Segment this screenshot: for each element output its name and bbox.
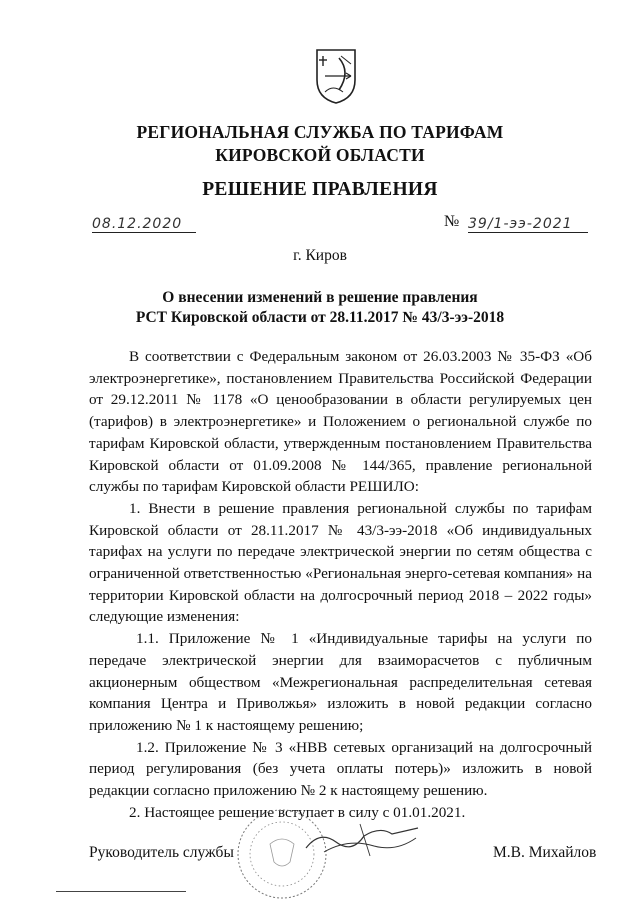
coat-of-arms-emblem — [311, 46, 361, 106]
item-1-1-paragraph: 1.1. Приложение № 1 «Индивидуальные тарифы на услуги по передаче электрической энергии для взаиморасчетов с публичным акционерным обществом «Межрегиональная распределительная сетевая компания Центра и Приволжья» изложить в новой редакции согласно приложению № 1 к настоящему решению; — [89, 630, 592, 734]
city: г. Киров — [293, 247, 347, 264]
subject-line2: РСТ Кировской области от 28.11.2017 № 43/3-ээ-2018 — [135, 309, 505, 326]
subject-line1: О внесении изменений в решение правления — [162, 289, 478, 306]
handwritten-signature — [300, 808, 430, 868]
document-body — [89, 346, 592, 823]
item-2-paragraph: 2. Настоящее решение вступает в силу с 01.01.2021. — [129, 803, 466, 821]
org-name-line2: КИРОВСКОЙ ОБЛАСТИ — [215, 145, 425, 165]
signature-icon — [300, 808, 430, 868]
org-name-line1: РЕГИОНАЛЬНАЯ СЛУЖБА ПО ТАРИФАМ — [136, 122, 504, 142]
item-1-paragraph: 1. Внести в решение правления региональной службы по тарифам Кировской области от 28.11.2017 № 43/3-ээ-2018 «Об индивидуальных тарифах на услуги по передаче электрической энергии по сетям общества с ограниченной ответственностью «Региональная энерго-сетевая компания» на территории Кировской области на долгосрочный период 2018 – 2022 годы» следующие изменения: — [89, 499, 592, 626]
document-type-title: РЕШЕНИЕ ПРАВЛЕНИЯ — [202, 179, 438, 200]
item-1-2-paragraph: 1.2. Приложение № 3 «НВВ сетевых организаций на долгосрочный период регулирования (без учета оплаты потерь)» изложить в новой редакции согласно приложению № 2 к настоящему решению. — [89, 738, 592, 800]
document-number: 39/1-ээ-2021 — [468, 216, 588, 233]
kirov-coat-of-arms-icon — [311, 46, 361, 106]
number-label: № — [444, 213, 460, 230]
preamble-paragraph: В соответствии с Федеральным законом от 26.03.2003 № 35-ФЗ «Об электроэнергетике», постановлением Правительства Российской Федерации от 29.12.2011 № 1178 «О ценообразовании в области регулируемых цен (тарифов) в электроэнергетике» и Положением о региональной службе по тарифам Кировской области, утвержденным постановлением Правительства Кировской области от 01.09.2008 № 144/365, правление региональной службы по тарифам Кировской области РЕШИЛО: — [89, 348, 592, 496]
signatory-title: Руководитель службы — [89, 844, 234, 861]
footer-divider — [56, 891, 186, 892]
signatory-name: М.В. Михайлов — [493, 844, 597, 861]
document-date: 08.12.2020 — [92, 216, 196, 233]
